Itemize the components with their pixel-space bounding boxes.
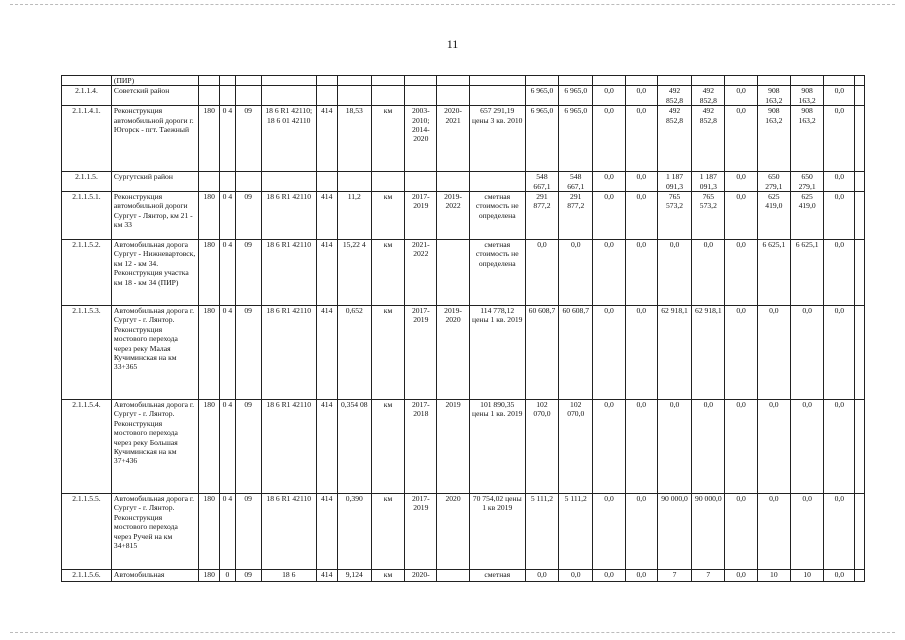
row-code-cell: 2.1.1.5.: [62, 172, 112, 192]
value-cell: [220, 86, 236, 106]
value-cell: [261, 86, 316, 106]
value-cell: 2019-2022: [437, 192, 469, 240]
value-cell: 0,0: [824, 400, 855, 494]
value-cell: 0,0: [593, 306, 625, 400]
row-name-cell: Автомобильная дорога г. Сургут - г. Лянтор. Реконструкция мостового перехода через реку Большая Кучиминская на км 37+436: [111, 400, 198, 494]
value-cell: 650 279,1: [757, 172, 790, 192]
value-cell: [790, 76, 823, 86]
table-row: [62, 240, 865, 306]
value-cell: 5 111,2: [559, 494, 593, 570]
row-code-cell: 2.1.1.4.1.: [62, 106, 112, 172]
value-cell: [692, 76, 725, 86]
value-cell: 2003-2010; 2014-2020: [405, 106, 437, 172]
row-code-cell: 2.1.1.5.2.: [62, 240, 112, 306]
value-cell: 70 754,02 цены 1 кв 2019: [469, 494, 525, 570]
value-cell: [855, 306, 865, 400]
value-cell: 0 4: [220, 240, 236, 306]
value-cell: 0,0: [790, 400, 823, 494]
value-cell: 0,0: [593, 172, 625, 192]
value-cell: км: [371, 306, 404, 400]
row-name-cell: Автомобильная дорога Сургут - Нижневартовск, км 12 - км 34. Реконструкция участка км 18 - км 34 (ПИР): [111, 240, 198, 306]
value-cell: 0,0: [824, 172, 855, 192]
value-cell: 414: [316, 106, 337, 172]
value-cell: [855, 172, 865, 192]
value-cell: км: [371, 106, 404, 172]
value-cell: 0 4: [220, 494, 236, 570]
value-cell: [855, 400, 865, 494]
value-cell: [371, 172, 404, 192]
value-cell: 0,0: [790, 306, 823, 400]
value-cell: 908 163,2: [790, 86, 823, 106]
value-cell: 414: [316, 494, 337, 570]
value-cell: 492 852,8: [692, 106, 725, 172]
value-cell: 6 965,0: [525, 86, 558, 106]
value-cell: 0,0: [692, 400, 725, 494]
value-cell: 0,0: [757, 306, 790, 400]
value-cell: [316, 86, 337, 106]
value-cell: 0,0: [593, 192, 625, 240]
row-name-cell: Автомобильная дорога г. Сургут - г. Лянтор. Реконструкция мостового перехода через реку Малая Кучиминская на км 33+365: [111, 306, 198, 400]
value-cell: 7: [692, 570, 725, 582]
value-cell: 180: [199, 306, 220, 400]
value-cell: [469, 172, 525, 192]
value-cell: 2017-2019: [405, 306, 437, 400]
row-name-cell: Реконструкция автомобильной дороги Сургут - Лянтор, км 21 - км 33: [111, 192, 198, 240]
row-name-cell: Сургутский район: [111, 172, 198, 192]
value-cell: [371, 86, 404, 106]
value-cell: 492 852,8: [657, 86, 691, 106]
value-cell: 0,0: [725, 172, 757, 192]
value-cell: 2017-2019: [405, 494, 437, 570]
value-cell: сметная стоимость не определена: [469, 192, 525, 240]
value-cell: 0,0: [593, 240, 625, 306]
value-cell: [855, 192, 865, 240]
table-row: [62, 76, 865, 86]
value-cell: 6 965,0: [559, 106, 593, 172]
value-cell: [437, 76, 469, 86]
value-cell: 765 573,2: [657, 192, 691, 240]
value-cell: [337, 76, 371, 86]
value-cell: 0,0: [625, 172, 657, 192]
value-cell: [437, 240, 469, 306]
value-cell: 18 6 R1 42110; 18 6 01 42110: [261, 106, 316, 172]
value-cell: 414: [316, 400, 337, 494]
value-cell: км: [371, 400, 404, 494]
table-row: [62, 106, 865, 172]
value-cell: [316, 172, 337, 192]
value-cell: 180: [199, 240, 220, 306]
value-cell: 60 608,7: [525, 306, 558, 400]
value-cell: 0,0: [757, 400, 790, 494]
value-cell: 0,0: [625, 494, 657, 570]
value-cell: 657 291,19 цены 3 кв. 2010: [469, 106, 525, 172]
value-cell: 18,53: [337, 106, 371, 172]
value-cell: 18 6 R1 42110: [261, 192, 316, 240]
value-cell: [855, 240, 865, 306]
value-cell: 09: [235, 240, 261, 306]
value-cell: 180: [199, 400, 220, 494]
value-cell: [824, 76, 855, 86]
table-row: [62, 172, 865, 192]
value-cell: 60 608,7: [559, 306, 593, 400]
value-cell: 0,0: [593, 86, 625, 106]
value-cell: 6 965,0: [559, 86, 593, 106]
value-cell: 09: [235, 106, 261, 172]
value-cell: 0,0: [593, 400, 625, 494]
value-cell: км: [371, 494, 404, 570]
row-code-cell: 2.1.1.5.1.: [62, 192, 112, 240]
value-cell: [405, 172, 437, 192]
value-cell: [405, 76, 437, 86]
value-cell: 0 4: [220, 106, 236, 172]
value-cell: 414: [316, 306, 337, 400]
row-code-cell: 2.1.1.5.3.: [62, 306, 112, 400]
table-row: [62, 494, 865, 570]
value-cell: км: [371, 570, 404, 582]
value-cell: 0,0: [725, 192, 757, 240]
value-cell: 0,0: [824, 240, 855, 306]
value-cell: 7: [657, 570, 691, 582]
value-cell: 0,354 08: [337, 400, 371, 494]
value-cell: [337, 172, 371, 192]
value-cell: 15,22 4: [337, 240, 371, 306]
value-cell: 0,0: [559, 240, 593, 306]
value-cell: 5 111,2: [525, 494, 558, 570]
value-cell: 90 000,0: [692, 494, 725, 570]
value-cell: [657, 76, 691, 86]
value-cell: [855, 76, 865, 86]
value-cell: [855, 570, 865, 582]
value-cell: [855, 86, 865, 106]
value-cell: 101 890,35 цены 1 кв. 2019: [469, 400, 525, 494]
value-cell: 0,0: [625, 192, 657, 240]
value-cell: 0,0: [757, 494, 790, 570]
value-cell: 2019-2020: [437, 306, 469, 400]
row-name-cell: Реконструкция автомобильной дороги г. Югорск - пгт. Таежный: [111, 106, 198, 172]
value-cell: 0,0: [625, 86, 657, 106]
value-cell: 548 667,1: [525, 172, 558, 192]
table-row: [62, 192, 865, 240]
value-cell: 180: [199, 494, 220, 570]
value-cell: 2017-2019: [405, 192, 437, 240]
value-cell: 09: [235, 494, 261, 570]
value-cell: [593, 76, 625, 86]
page-number: 11: [446, 37, 459, 51]
value-cell: 492 852,8: [657, 106, 691, 172]
value-cell: 0 4: [220, 306, 236, 400]
value-cell: [469, 86, 525, 106]
value-cell: [855, 106, 865, 172]
value-cell: 548 667,1: [559, 172, 593, 192]
value-cell: 0,0: [625, 306, 657, 400]
table-row: [62, 400, 865, 494]
value-cell: [469, 76, 525, 86]
row-code-cell: 2.1.1.5.5.: [62, 494, 112, 570]
value-cell: [261, 172, 316, 192]
value-cell: 90 000,0: [657, 494, 691, 570]
value-cell: [261, 76, 316, 86]
value-cell: [235, 86, 261, 106]
value-cell: 625 419,0: [757, 192, 790, 240]
value-cell: км: [371, 192, 404, 240]
value-cell: 625 419,0: [790, 192, 823, 240]
table-row: [62, 306, 865, 400]
value-cell: 0,0: [625, 570, 657, 582]
value-cell: 291 877,2: [525, 192, 558, 240]
value-cell: 1 187 091,3: [657, 172, 691, 192]
value-cell: 908 163,2: [757, 86, 790, 106]
value-cell: 114 778,12 цены 1 кв. 2019: [469, 306, 525, 400]
value-cell: 2021-2022: [405, 240, 437, 306]
value-cell: 0,0: [824, 570, 855, 582]
value-cell: 09: [235, 306, 261, 400]
value-cell: 0,0: [725, 86, 757, 106]
value-cell: 0,390: [337, 494, 371, 570]
value-cell: 2019: [437, 400, 469, 494]
value-cell: [316, 76, 337, 86]
value-cell: [725, 76, 757, 86]
value-cell: 18 6 R1 42110: [261, 400, 316, 494]
value-cell: сметная стоимость не определена: [469, 240, 525, 306]
value-cell: 18 6: [261, 570, 316, 582]
value-cell: 0,0: [657, 240, 691, 306]
value-cell: 0,0: [657, 400, 691, 494]
row-code-cell: 2.1.1.4.: [62, 86, 112, 106]
value-cell: 0,0: [593, 494, 625, 570]
value-cell: 2020: [437, 494, 469, 570]
value-cell: 0,0: [625, 240, 657, 306]
value-cell: 0 4: [220, 192, 236, 240]
value-cell: 0 4: [220, 400, 236, 494]
value-cell: [855, 494, 865, 570]
table-row: [62, 570, 865, 582]
value-cell: [199, 76, 220, 86]
value-cell: 09: [235, 400, 261, 494]
value-cell: 291 877,2: [559, 192, 593, 240]
value-cell: 0,0: [593, 106, 625, 172]
value-cell: 414: [316, 240, 337, 306]
value-cell: [199, 86, 220, 106]
row-name-cell: (ПИР): [111, 76, 198, 86]
value-cell: 62 918,1: [692, 306, 725, 400]
value-cell: [437, 570, 469, 582]
value-cell: 0,0: [824, 106, 855, 172]
value-cell: 180: [199, 192, 220, 240]
value-cell: 0,652: [337, 306, 371, 400]
row-name-cell: Автомобильная: [111, 570, 198, 582]
value-cell: 0,0: [625, 106, 657, 172]
value-cell: 6 965,0: [525, 106, 558, 172]
value-cell: 0,0: [824, 494, 855, 570]
value-cell: [199, 172, 220, 192]
value-cell: 18 6 R1 42110: [261, 240, 316, 306]
value-cell: 6 625,1: [757, 240, 790, 306]
value-cell: 0,0: [725, 306, 757, 400]
value-cell: 0: [220, 570, 236, 582]
row-code-cell: 2.1.1.5.4.: [62, 400, 112, 494]
row-code-cell: 2.1.1.5.6.: [62, 570, 112, 582]
value-cell: 492 852,8: [692, 86, 725, 106]
value-cell: 414: [316, 192, 337, 240]
value-cell: 2020-2021: [437, 106, 469, 172]
value-cell: 0,0: [525, 570, 558, 582]
value-cell: 0,0: [790, 494, 823, 570]
scan-top-edge: [10, 4, 895, 5]
value-cell: 0,0: [725, 400, 757, 494]
value-cell: [625, 76, 657, 86]
value-cell: 0,0: [824, 86, 855, 106]
value-cell: [220, 172, 236, 192]
value-cell: 09: [235, 570, 261, 582]
value-cell: [220, 76, 236, 86]
value-cell: [437, 172, 469, 192]
value-cell: [437, 86, 469, 106]
value-cell: 180: [199, 106, 220, 172]
value-cell: км: [371, 240, 404, 306]
value-cell: 0,0: [593, 570, 625, 582]
value-cell: [235, 76, 261, 86]
value-cell: [559, 76, 593, 86]
value-cell: [757, 76, 790, 86]
value-cell: 0,0: [692, 240, 725, 306]
value-cell: 2020-: [405, 570, 437, 582]
value-cell: 2017-2018: [405, 400, 437, 494]
value-cell: [235, 172, 261, 192]
value-cell: 18 6 R1 42110: [261, 306, 316, 400]
value-cell: 180: [199, 570, 220, 582]
value-cell: 62 918,1: [657, 306, 691, 400]
value-cell: 102 070,0: [525, 400, 558, 494]
row-code-cell: [62, 76, 112, 86]
value-cell: 102 070,0: [559, 400, 593, 494]
value-cell: 0,0: [824, 306, 855, 400]
value-cell: 1 187 091,3: [692, 172, 725, 192]
row-name-cell: Советский район: [111, 86, 198, 106]
value-cell: 0,0: [725, 570, 757, 582]
scan-bottom-edge: [10, 632, 895, 633]
value-cell: 908 163,2: [790, 106, 823, 172]
value-cell: 11,2: [337, 192, 371, 240]
value-cell: 414: [316, 570, 337, 582]
row-name-cell: Автомобильная дорога г. Сургут - г. Лянтор. Реконструкция мостового перехода через Ручей на км 34+815: [111, 494, 198, 570]
value-cell: 10: [757, 570, 790, 582]
value-cell: 0,0: [725, 494, 757, 570]
value-cell: 0,0: [725, 106, 757, 172]
value-cell: 0,0: [824, 192, 855, 240]
value-cell: 765 573,2: [692, 192, 725, 240]
value-cell: 0,0: [725, 240, 757, 306]
table-row: [62, 86, 865, 106]
budget-table: [61, 75, 865, 582]
value-cell: [371, 76, 404, 86]
value-cell: 10: [790, 570, 823, 582]
value-cell: 0,0: [525, 240, 558, 306]
value-cell: 18 6 R1 42110: [261, 494, 316, 570]
value-cell: 9,124: [337, 570, 371, 582]
value-cell: 09: [235, 192, 261, 240]
value-cell: [337, 86, 371, 106]
value-cell: 6 625,1: [790, 240, 823, 306]
value-cell: 650 279,1: [790, 172, 823, 192]
value-cell: [525, 76, 558, 86]
value-cell: 0,0: [559, 570, 593, 582]
value-cell: сметная: [469, 570, 525, 582]
value-cell: 0,0: [625, 400, 657, 494]
value-cell: 908 163,2: [757, 106, 790, 172]
value-cell: [405, 86, 437, 106]
